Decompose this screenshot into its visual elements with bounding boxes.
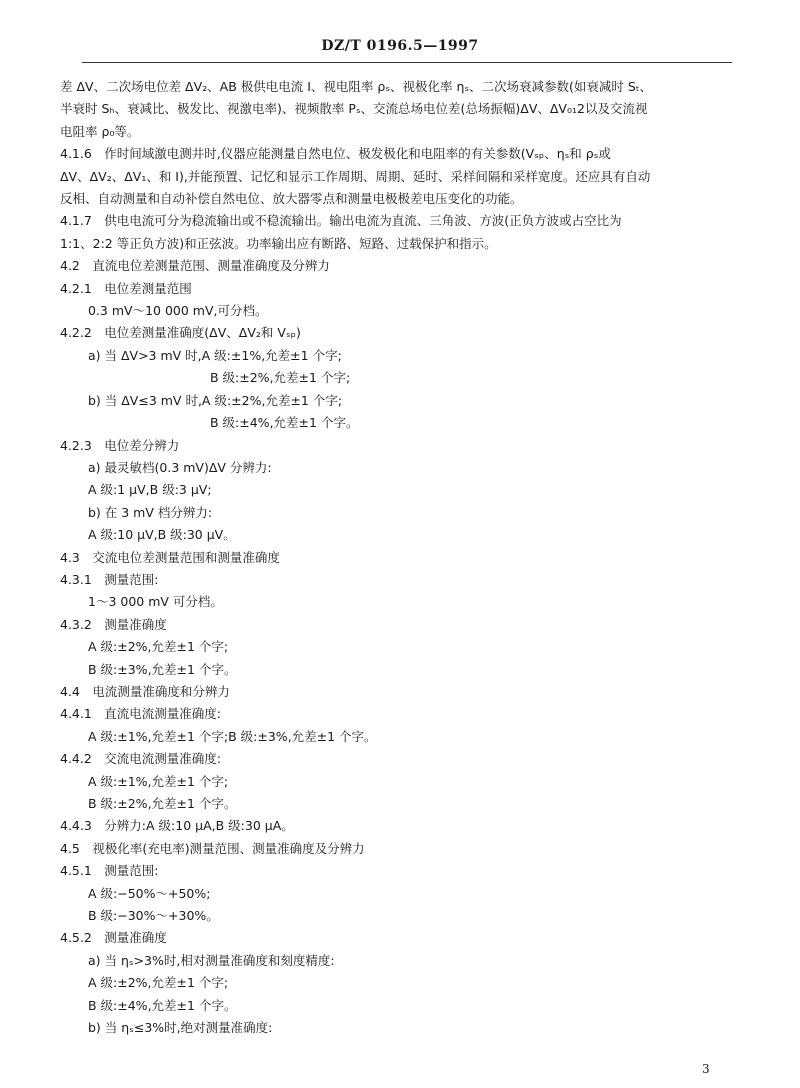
text-line: B 级:±2%,允差±1 个字; [210, 370, 351, 386]
text-line: 4.4.1 直流电流测量准确度: [60, 706, 222, 722]
text-line: 4.4.3 分辨力:A 级:10 μA,B 级:30 μA。 [60, 818, 294, 834]
page-number: 3 [702, 1062, 710, 1076]
text-line: 4.5 视极化率(充电率)测量范围、测量准确度及分辨力 [60, 840, 365, 856]
document-body [60, 76, 740, 1039]
header-divider [82, 62, 732, 63]
text-line: 4.3.1 测量范围: [60, 571, 159, 587]
text-line: b) 当 ηₛ≤3%时,绝对测量准确度: [88, 1020, 273, 1036]
text-line: 4.2 直流电位差测量范围、测量准确度及分辨力 [60, 258, 330, 274]
text-line: A 级:−50%～+50%; [88, 885, 211, 901]
text-line: B 级:±3%,允差±1 个字。 [88, 661, 237, 677]
page-header-standard-number: DZ/T 0196.5—1997 [321, 38, 479, 54]
text-line: 4.1.6 作时间域激电测井时,仪器应能测量自然电位、极发极化和电阻率的有关参数(Vₛₚ、ηₛ和 ρₛ或 [60, 146, 611, 162]
text-line: b) 在 3 mV 档分辨力: [88, 504, 213, 520]
text-line: 1～3 000 mV 可分档。 [88, 594, 223, 610]
text-line: 0.3 mV～10 000 mV,可分档。 [88, 303, 268, 319]
text-line: a) 当 ΔV>3 mV 时,A 级:±1%,允差±1 个字; [88, 347, 342, 363]
text-line: B 级:−30%～+30%。 [88, 908, 219, 924]
text-line: 4.2.1 电位差测量范围 [60, 280, 192, 296]
text-line: A 级:±2%,允差±1 个字; [88, 639, 229, 655]
text-line: 电阻率 ρ₀等。 [60, 123, 140, 139]
text-line: 4.3.2 测量准确度 [60, 616, 167, 632]
text-line: B 级:±2%,允差±1 个字。 [88, 796, 237, 811]
text-line: a) 当 ηₛ>3%时,相对测量准确度和刻度精度: [88, 952, 335, 968]
text-line: 差 ΔV、二次场电位差 ΔV₂、AB 极供电电流 I、视电阻率 ρₛ、视极化率 ηₛ、二次场衰减参数(如衰减时 Sₜ、 [60, 79, 653, 94]
text-line: 4.2.2 电位差测量准确度(ΔV、ΔV₂和 Vₛₚ) [60, 325, 301, 341]
text-line: 4.4 电流测量准确度和分辨力 [60, 683, 230, 699]
text-line: A 级:±1%,允差±1 个字;B 级:±3%,允差±1 个字。 [88, 728, 377, 744]
text-line: 4.5.1 测量范围: [60, 863, 159, 879]
text-line: ΔV、ΔV₂、ΔV₁、和 I),并能预置、记忆和显示工作周期、周期、延时、采样间隔和采样宽度。还应具有自动 [60, 168, 651, 184]
text-line: a) 最灵敏档(0.3 mV)ΔV 分辨力: [88, 459, 272, 475]
text-line: B 级:±4%,允差±1 个字。 [210, 415, 359, 431]
text-line: 半衰时 Sₕ、衰减比、极发比、视激电率)、视频散率 Pₛ、交流总场电位差(总场振幅)ΔV、ΔV₀₁2以及交流视 [60, 101, 648, 117]
text-line: A 级:±2%,允差±1 个字; [88, 975, 229, 991]
text-line: 4.5.2 测量准确度 [60, 930, 167, 946]
text-line: 4.2.3 电位差分辨力 [60, 437, 180, 453]
text-line: A 级:1 μV,B 级:3 μV; [88, 482, 212, 498]
text-line: B 级:±4%,允差±1 个字。 [88, 997, 237, 1013]
text-line: A 级:10 μV,B 级:30 μV。 [88, 527, 236, 543]
text-line: 4.1.7 供电电流可分为稳流输出或不稳流输出。输出电流为直流、三角波、方波(正负方波或占空比为 [60, 213, 622, 229]
text-line: 反相、自动测量和自动补偿自然电位、放大器零点和测量电极极差电压变化的功能。 [60, 191, 523, 207]
text-line: 1:1、2:2 等正负方波)和正弦波。功率输出应有断路、短路、过载保护和指示。 [60, 235, 497, 251]
text-line: b) 当 ΔV≤3 mV 时,A 级:±2%,允差±1 个字; [88, 392, 343, 408]
text-line: 4.4.2 交流电流测量准确度: [60, 751, 222, 767]
text-line: 4.3 交流电位差测量范围和测量准确度 [60, 549, 280, 565]
text-line: A 级:±1%,允差±1 个字; [88, 773, 229, 789]
